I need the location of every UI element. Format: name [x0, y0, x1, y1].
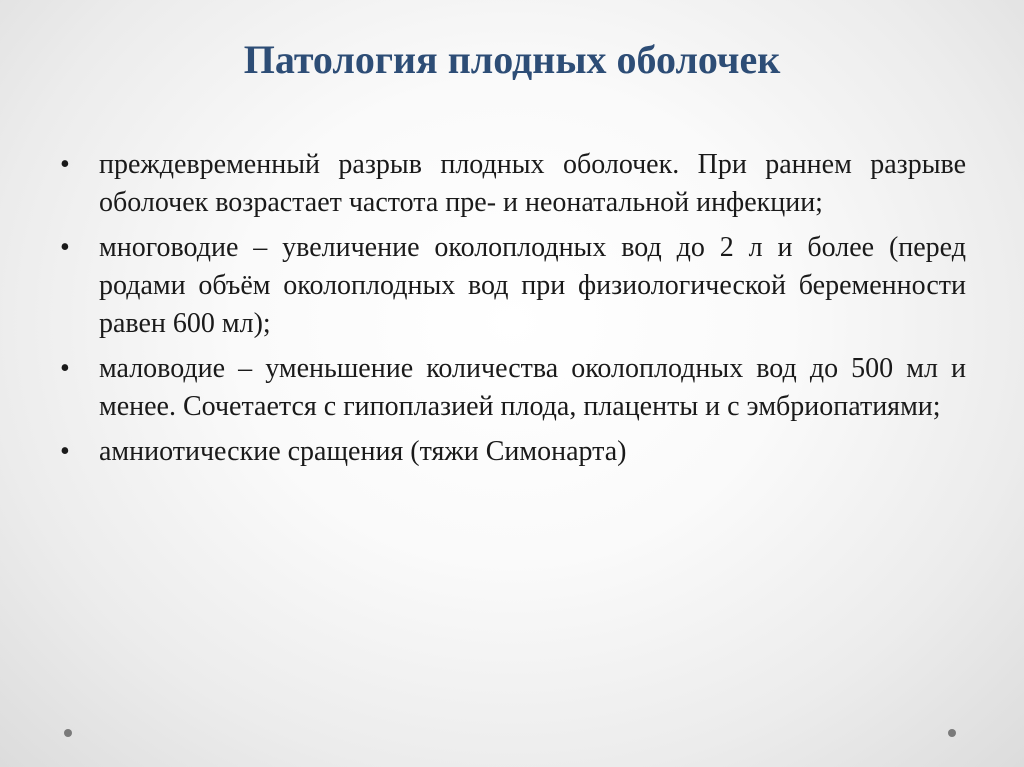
- bullet-list: [60, 146, 966, 478]
- bullet-item-1: [60, 146, 966, 222]
- bullet-icon: •: [60, 436, 70, 467]
- bullet-text: преждевременный разрыв плодных оболочек. При раннем разрыве оболочек возрастает частота пре- и неонатальной инфекции;: [99, 149, 966, 218]
- bullet-text: маловодие – уменьшение количества околоплодных вод до 500 мл и менее. Сочетается с гипоплазией плода, плаценты и с эмбриопатиями;: [99, 353, 966, 422]
- bullet-text: многоводие – увеличение околоплодных вод до 2 л и более (перед родами объём околоплодных вод при физиологической беременности равен 600 мл);: [99, 232, 966, 339]
- bullet-icon: •: [60, 232, 70, 263]
- bullet-text: амниотические сращения (тяжи Симонарта): [99, 436, 627, 467]
- bullet-icon: •: [60, 149, 70, 180]
- bullet-item-3: [60, 350, 966, 426]
- corner-dot-left: [64, 729, 72, 737]
- bullet-item-2: [60, 229, 966, 343]
- bullet-icon: •: [60, 353, 70, 384]
- corner-dot-right: [948, 729, 956, 737]
- bullet-item-4: [60, 433, 966, 471]
- slide-title: Патология плодных оболочек: [243, 37, 781, 82]
